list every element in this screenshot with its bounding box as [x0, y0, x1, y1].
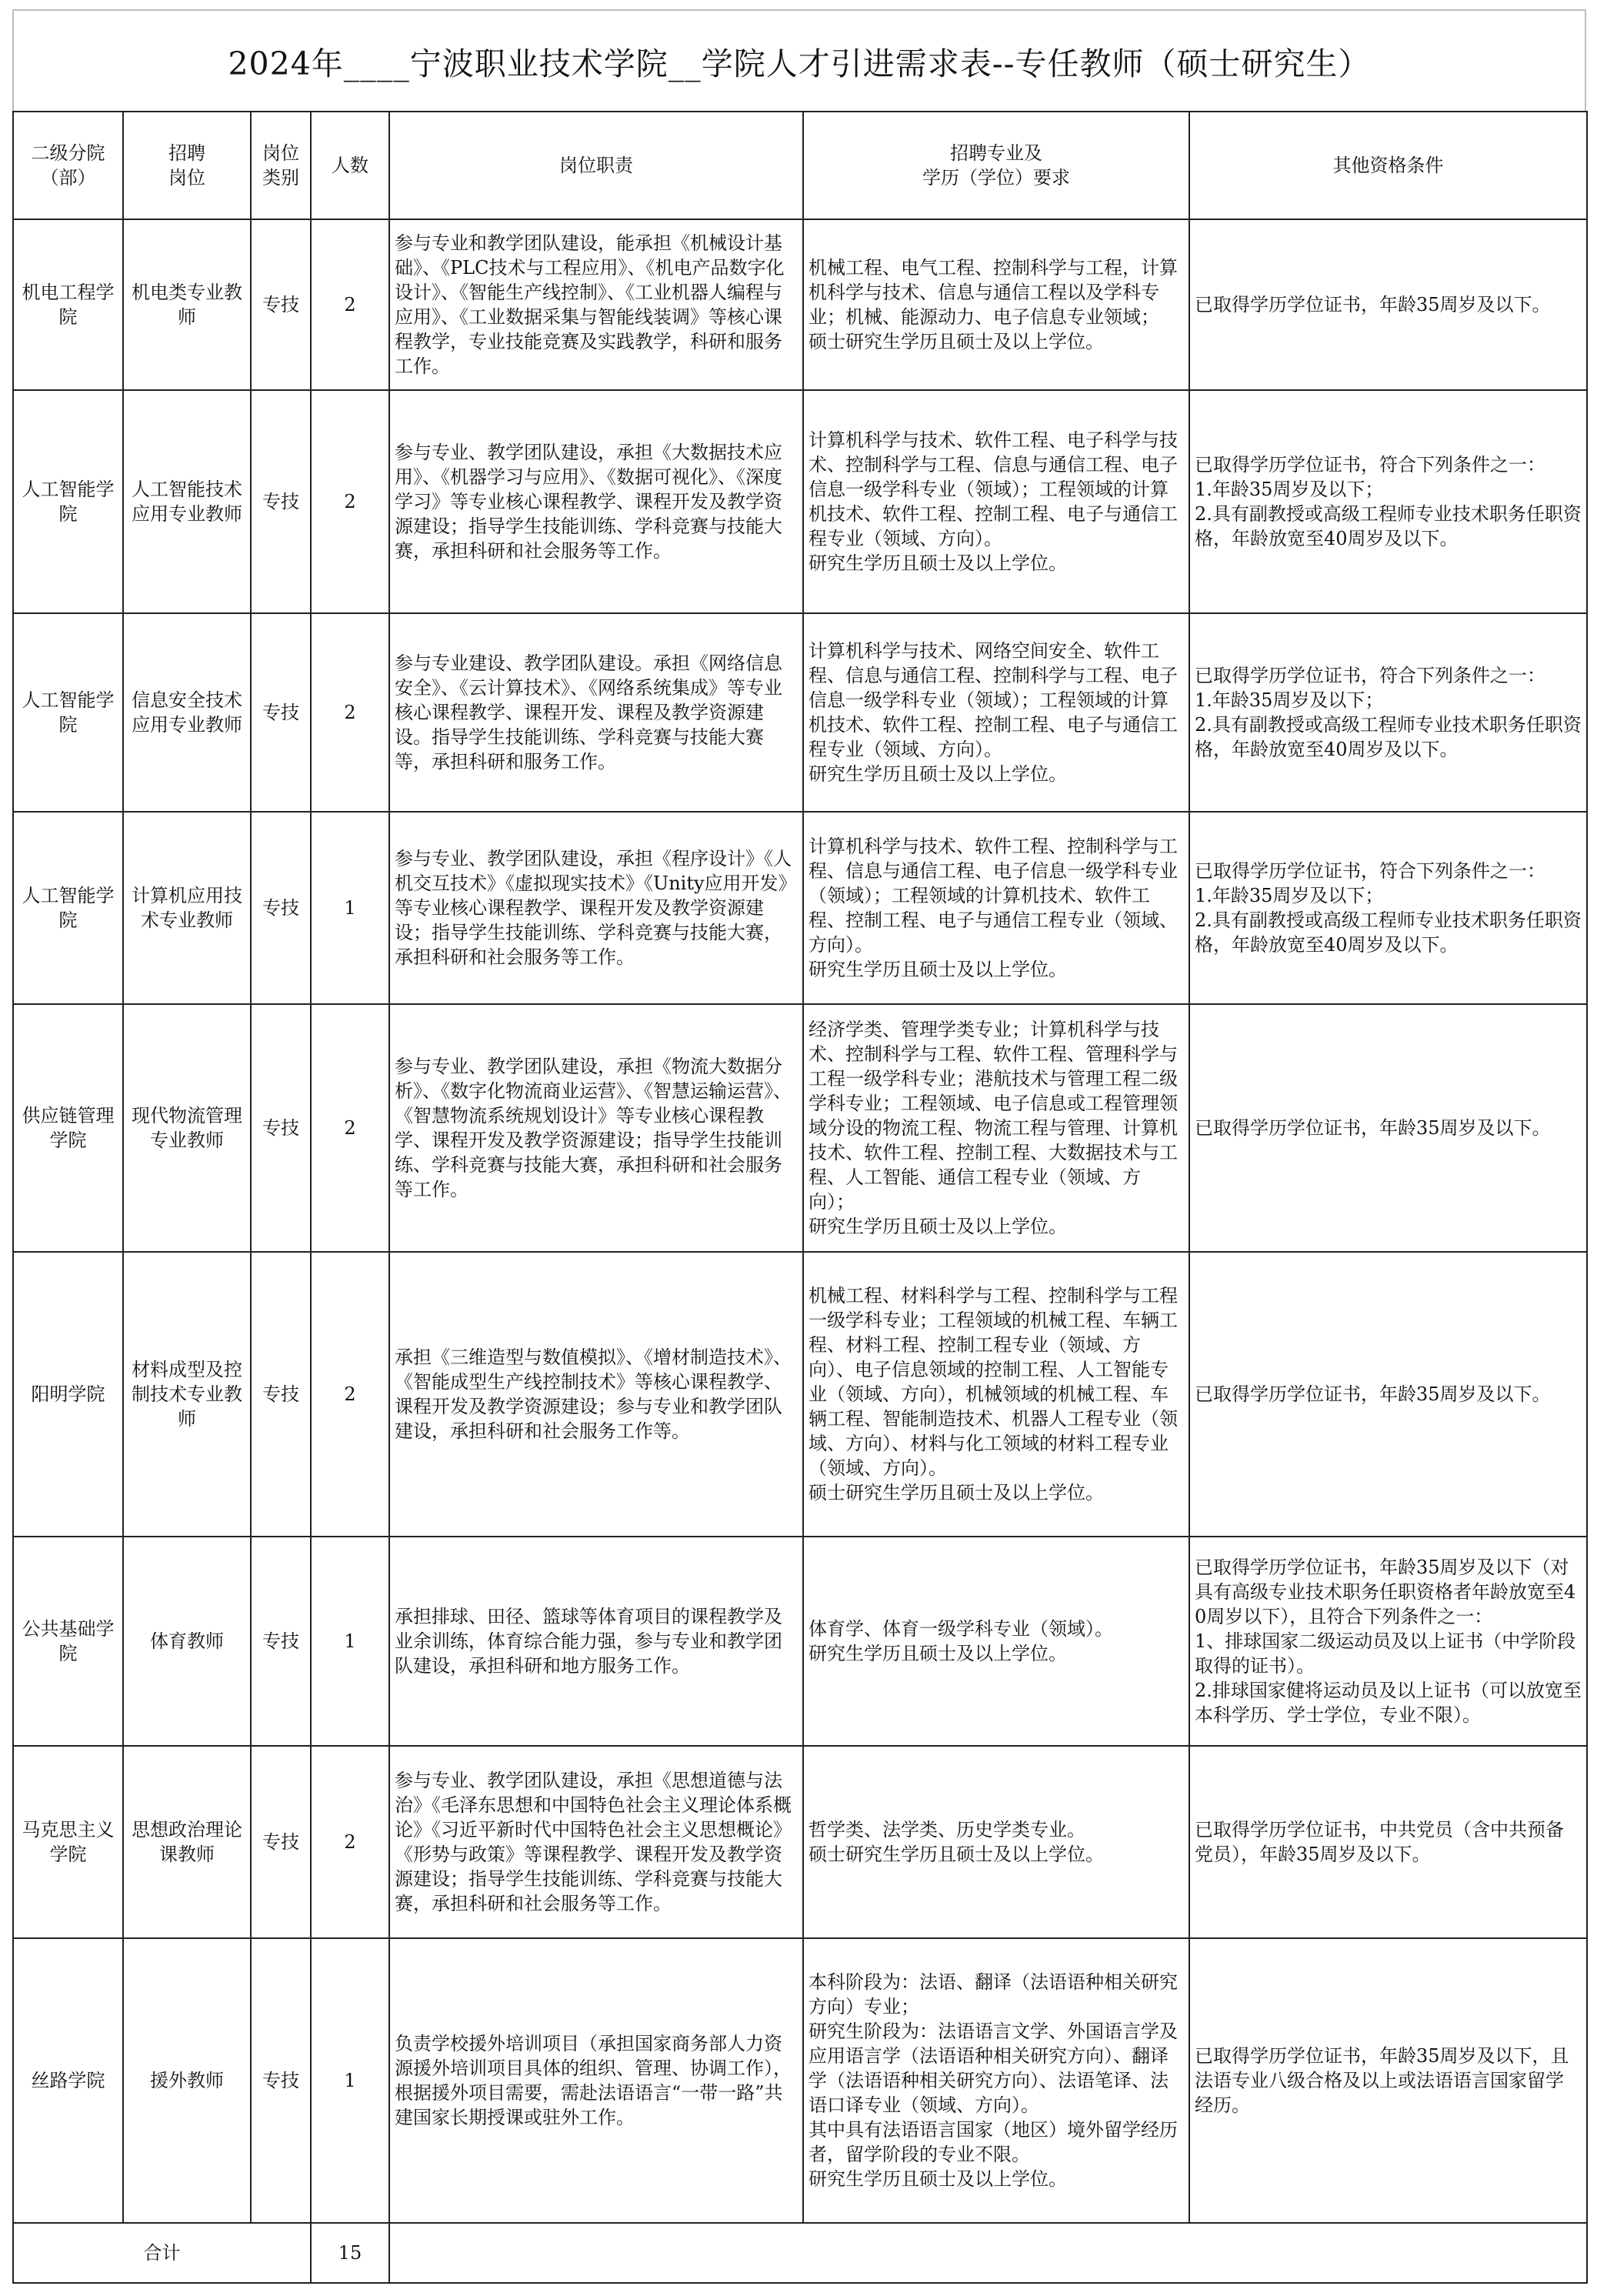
- cell-duty: 参与专业、教学团队建设，承担《物流大数据分析》、《数字化物流商业运营》、《智慧运输运营》、《智慧物流系统规划设计》等专业核心课程教学、课程开发及教学资源建设；指导学生技能训练、学科竞赛与技能大赛，承担科研和社会服务等工作。: [389, 1004, 803, 1252]
- cell-duty: 参与专业、教学团队建设，承担《大数据技术应用》、《机器学习与应用》、《数据可视化》、《深度学习》等专业核心课程教学、课程开发及教学资源建设；指导学生技能训练、学科竞赛与技能大赛，承担科研和社会服务等工作。: [389, 390, 803, 613]
- cell-num: 1: [311, 812, 389, 1004]
- cell-num: 1: [311, 1938, 389, 2223]
- cell-post: 计算机应用技术专业教师: [123, 812, 251, 1004]
- cell-type: 专技: [251, 1252, 311, 1537]
- cell-duty: 参与专业、教学团队建设，承担《思想道德与法治》《毛泽东思想和中国特色社会主义理论体系概论》《习近平新时代中国特色社会主义思想概论》《形势与政策》等课程教学、课程开发及教学资源建设；指导学生技能训练、学科竞赛与技能大赛，承担科研和社会服务等工作。: [389, 1746, 803, 1938]
- cell-type: 专技: [251, 1746, 311, 1938]
- table-row: [13, 1252, 1587, 1537]
- header-major: 招聘专业及 学历（学位）要求: [803, 112, 1189, 219]
- cell-type: 专技: [251, 219, 311, 390]
- cell-other: 已取得学历学位证书，年龄35周岁及以下（对具有高级专业技术职务任职资格者年龄放宽至40周岁以下），且符合下列条件之一： 1、排球国家二级运动员及以上证书（中学阶段取得的证书）。 2.排球国家健将运动员及以上证书（可以放宽至本科学历、学士学位，专业不限）。: [1189, 1537, 1587, 1746]
- cell-dept: 丝路学院: [13, 1938, 123, 2223]
- header-row: [13, 112, 1587, 219]
- header-other: 其他资格条件: [1189, 112, 1587, 219]
- total-row: [13, 2223, 1587, 2283]
- header-num: 人数: [311, 112, 389, 219]
- requirement-sheet: [12, 9, 1586, 2284]
- table-row: [13, 219, 1587, 390]
- cell-type: 专技: [251, 1004, 311, 1252]
- table-row: [13, 1746, 1587, 1938]
- cell-duty: 参与专业和教学团队建设，能承担《机械设计基础》、《PLC技术与工程应用》、《机电产品数字化设计》、《智能生产线控制》、《工业机器人编程与应用》、《工业数据采集与智能线装调》等核心课程教学，专业技能竞赛及实践教学，科研和服务工作。: [389, 219, 803, 390]
- cell-type: 专技: [251, 613, 311, 812]
- cell-post: 信息安全技术应用专业教师: [123, 613, 251, 812]
- table-row: [13, 390, 1587, 613]
- cell-major: 哲学类、法学类、历史学类专业。 硕士研究生学历且硕士及以上学位。: [803, 1746, 1189, 1938]
- cell-other: 已取得学历学位证书，符合下列条件之一： 1.年龄35周岁及以下； 2.具有副教授或高级工程师专业技术职务任职资格，年龄放宽至40周岁及以下。: [1189, 613, 1587, 812]
- cell-major: 机械工程、电气工程、控制科学与工程，计算机科学与技术、信息与通信工程以及学科专业；机械、能源动力、电子信息专业领域； 硕士研究生学历且硕士及以上学位。: [803, 219, 1189, 390]
- header-type: 岗位 类别: [251, 112, 311, 219]
- cell-post: 思想政治理论课教师: [123, 1746, 251, 1938]
- cell-major: 计算机科学与技术、软件工程、控制科学与工程、信息与通信工程、电子信息一级学科专业（领域）；工程领域的计算机技术、软件工程、控制工程、电子与通信工程专业（领域、方向）。 研究生学历且硕士及以上学位。: [803, 812, 1189, 1004]
- cell-num: 2: [311, 613, 389, 812]
- total-blank: [389, 2223, 1587, 2283]
- cell-dept: 马克思主义学院: [13, 1746, 123, 1938]
- header-duty: 岗位职责: [389, 112, 803, 219]
- cell-other: 已取得学历学位证书，符合下列条件之一： 1.年龄35周岁及以下； 2.具有副教授或高级工程师专业技术职务任职资格，年龄放宽至40周岁及以下。: [1189, 390, 1587, 613]
- cell-type: 专技: [251, 1938, 311, 2223]
- cell-major: 体育学、体育一级学科专业（领域）。 研究生学历且硕士及以上学位。: [803, 1537, 1189, 1746]
- header-dept: 二级分院 （部）: [13, 112, 123, 219]
- cell-duty: 参与专业建设、教学团队建设。承担《网络信息安全》、《云计算技术》、《网络系统集成》等专业核心课程教学、课程开发、课程及教学资源建设。指导学生技能训练、学科竞赛与技能大赛等，承担科研和服务工作。: [389, 613, 803, 812]
- cell-major: 计算机科学与技术、网络空间安全、软件工程、信息与通信工程、控制科学与工程、电子信息一级学科专业（领域）；工程领域的计算机技术、软件工程、控制工程、电子与通信工程专业（领域、方向）。 研究生学历且硕士及以上学位。: [803, 613, 1189, 812]
- cell-num: 2: [311, 390, 389, 613]
- cell-other: 已取得学历学位证书，符合下列条件之一： 1.年龄35周岁及以下； 2.具有副教授或高级工程师专业技术职务任职资格，年龄放宽至40周岁及以下。: [1189, 812, 1587, 1004]
- cell-other: 已取得学历学位证书，年龄35周岁及以下。: [1189, 1252, 1587, 1537]
- cell-type: 专技: [251, 390, 311, 613]
- cell-post: 人工智能技术应用专业教师: [123, 390, 251, 613]
- header-post: 招聘 岗位: [123, 112, 251, 219]
- cell-dept: 人工智能学院: [13, 613, 123, 812]
- cell-major: 经济学类、管理学类专业；计算机科学与技术、控制科学与工程、软件工程、管理科学与工程一级学科专业；港航技术与管理工程二级学科专业；工程领域、电子信息或工程管理领域分设的物流工程、物流工程与管理、计算机技术、软件工程、控制工程、大数据技术与工程、人工智能、通信工程专业（领域、方向）； 研究生学历且硕士及以上学位。: [803, 1004, 1189, 1252]
- cell-other: 已取得学历学位证书，年龄35周岁及以下，且法语专业八级合格及以上或法语语言国家留学经历。: [1189, 1938, 1587, 2223]
- total-num: 15: [311, 2223, 389, 2283]
- cell-dept: 供应链管理学院: [13, 1004, 123, 1252]
- sheet-title: 2024年____宁波职业技术学院__学院人才引进需求表--专任教师（硕士研究生）: [12, 9, 1586, 111]
- cell-post: 体育教师: [123, 1537, 251, 1746]
- table-row: [13, 613, 1587, 812]
- cell-dept: 机电工程学院: [13, 219, 123, 390]
- table-row: [13, 812, 1587, 1004]
- cell-dept: 公共基础学院: [13, 1537, 123, 1746]
- table-row: [13, 1004, 1587, 1252]
- cell-num: 2: [311, 1004, 389, 1252]
- cell-duty: 承担《三维造型与数值模拟》、《增材制造技术》、《智能成型生产线控制技术》等核心课程教学、课程开发及教学资源建设；参与专业和教学团队建设，承担科研和社会服务工作等。: [389, 1252, 803, 1537]
- cell-major: 机械工程、材料科学与工程、控制科学与工程一级学科专业；工程领域的机械工程、车辆工程、材料工程、控制工程专业（领域、方向）、电子信息领域的控制工程、人工智能专业（领域、方向），机械领域的机械工程、车辆工程、智能制造技术、机器人工程专业（领域、方向）、材料与化工领域的材料工程专业（领域、方向）。 硕士研究生学历且硕士及以上学位。: [803, 1252, 1189, 1537]
- cell-other: 已取得学历学位证书，中共党员（含中共预备党员），年龄35周岁及以下。: [1189, 1746, 1587, 1938]
- cell-duty: 承担排球、田径、篮球等体育项目的课程教学及业余训练，体育综合能力强，参与专业和教学团队建设，承担科研和地方服务工作。: [389, 1537, 803, 1746]
- cell-major: 本科阶段为：法语、翻译（法语语种相关研究方向）专业； 研究生阶段为：法语语言文学、外国语言学及应用语言学（法语语种相关研究方向）、翻译学（法语语种相关研究方向）、法语笔译、法语口译专业（领域、方向）。 其中具有法语语言国家（地区）境外留学经历者，留学阶段的专业不限。 研究生学历且硕士及以上学位。: [803, 1938, 1189, 2223]
- cell-num: 2: [311, 1746, 389, 1938]
- cell-post: 援外教师: [123, 1938, 251, 2223]
- cell-major: 计算机科学与技术、软件工程、电子科学与技术、控制科学与工程、信息与通信工程、电子信息一级学科专业（领域）；工程领域的计算机技术、软件工程、控制工程、电子与通信工程专业（领域、方向）。 研究生学历且硕士及以上学位。: [803, 390, 1189, 613]
- cell-duty: 参与专业、教学团队建设，承担《程序设计》《人机交互技术》《虚拟现实技术》《Unity应用开发》等专业核心课程教学、课程开发及教学资源建设；指导学生技能训练、学科竞赛与技能大赛，承担科研和社会服务等工作。: [389, 812, 803, 1004]
- cell-dept: 人工智能学院: [13, 812, 123, 1004]
- cell-dept: 人工智能学院: [13, 390, 123, 613]
- cell-type: 专技: [251, 812, 311, 1004]
- table-row: [13, 1537, 1587, 1746]
- cell-post: 现代物流管理专业教师: [123, 1004, 251, 1252]
- total-label: 合计: [13, 2223, 311, 2283]
- cell-type: 专技: [251, 1537, 311, 1746]
- table-row: [13, 1938, 1587, 2223]
- requirement-table: [12, 111, 1588, 2284]
- cell-dept: 阳明学院: [13, 1252, 123, 1537]
- cell-duty: 负责学校援外培训项目（承担国家商务部人力资源援外培训项目具体的组织、管理、协调工作），根据援外项目需要，需赴法语语言“一带一路”共建国家长期授课或驻外工作。: [389, 1938, 803, 2223]
- cell-num: 2: [311, 219, 389, 390]
- cell-post: 机电类专业教师: [123, 219, 251, 390]
- cell-num: 1: [311, 1537, 389, 1746]
- cell-post: 材料成型及控制技术专业教师: [123, 1252, 251, 1537]
- cell-other: 已取得学历学位证书，年龄35周岁及以下。: [1189, 1004, 1587, 1252]
- cell-num: 2: [311, 1252, 389, 1537]
- cell-other: 已取得学历学位证书，年龄35周岁及以下。: [1189, 219, 1587, 390]
